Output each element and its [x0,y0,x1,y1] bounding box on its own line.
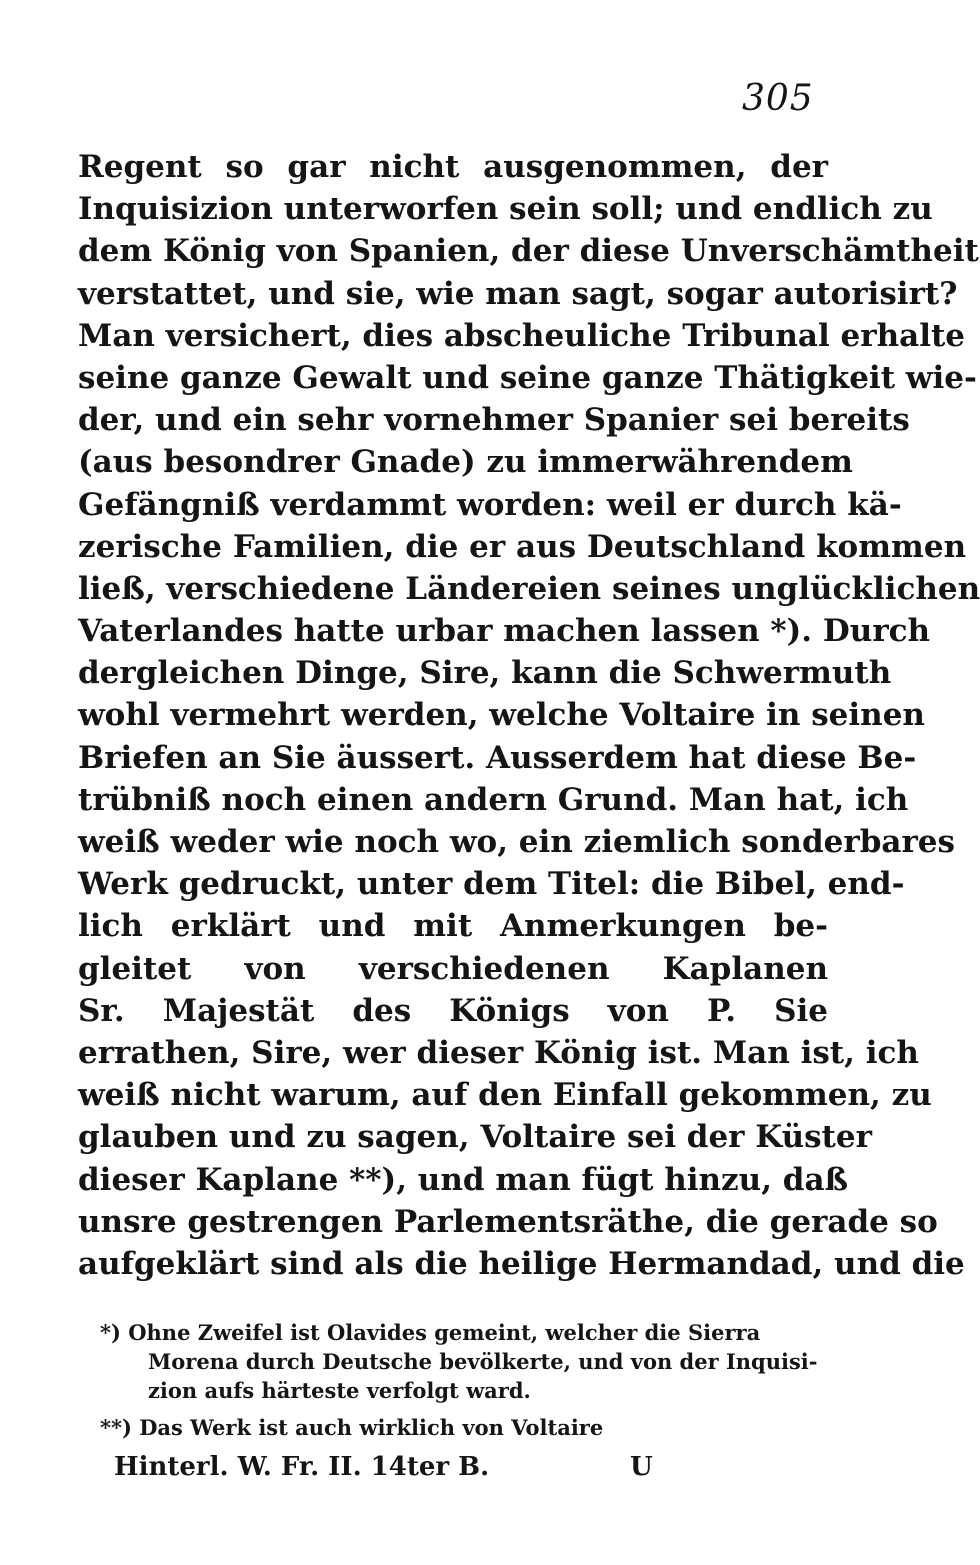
text-line: Werk gedruckt, unter dem Titel: die Bibel, end- [78,866,905,903]
footnote-text: Ohne Zweifel ist Olavides gemeint, welcher die Sierra [128,1320,761,1345]
text-line: Regent so gar nicht ausgenommen, der [78,149,828,185]
text-line: errathen, Sire, wer dieser König ist. Man ist, ich [78,1034,919,1071]
text-line: verstattet, und sie, wie man sagt, sogar autorisirt? [78,275,958,312]
text-line: Inquisizion unterworfen sein soll; und endlich zu [78,191,933,228]
text-line: wohl vermehrt werden, welche Voltaire in seinen [78,697,925,734]
text-line: der, und ein sehr vornehmer Spanier sei bereits [78,402,910,439]
text-line: aufgeklärt sind als die heilige Hermandad, und die [78,1245,965,1282]
text-line: dem König von Spanien, der diese Unverschämtheit [78,233,979,270]
text-line: trübniß noch einen andern Grund. Man hat, ich [78,781,909,818]
text-line: Man versichert, dies abscheuliche Tribunal erhalte [78,317,966,354]
footnote-marker: *) [100,1320,121,1345]
footnote-first-line [100,1413,820,1442]
footnote-text: Morena durch Deutsche bevölkerte, und von der Inquisi- [148,1349,818,1374]
page-number: 305 [742,78,814,119]
text-line: dergleichen Dinge, Sire, kann die Schwermuth [78,655,892,692]
signature-text: Hinterl. W. Fr. II. 14ter B. [114,1452,490,1482]
footnote-first-line [100,1318,820,1347]
text-line: gleitet von verschiedenen Kaplanen [78,950,828,987]
text-line: Sr. Majestät des Königs von P. Sie [78,992,828,1029]
footnotes [100,1318,820,1442]
text-line: glauben und zu sagen, Voltaire sei der Küster [78,1119,872,1156]
text-line: (aus besondrer Gnade) zu immerwährendem [78,444,853,481]
text-line: Gefängniß verdammt worden: weil er durch kä- [78,486,902,523]
footnote-text: Das Werk ist auch wirklich von Voltaire [139,1415,604,1440]
body-text [78,146,980,1285]
text-line: Briefen an Sie äussert. Ausserdem hat diese Be- [78,739,917,776]
text-line: weiß nicht warum, auf den Einfall gekommen, zu [78,1077,932,1114]
signature-mark: U [630,1452,653,1482]
printer-signature [114,1452,674,1482]
footnote-text: zion aufs härteste verfolgt ward. [148,1378,531,1403]
text-line: unsre gestrengen Parlementsräthe, die gerade so [78,1203,938,1240]
text-line: weiß weder wie noch wo, ein ziemlich sonderbares [78,824,955,860]
text-line: Vaterlandes hatte urbar machen lassen *). Durch [78,613,931,650]
footnote-marker: **) [100,1415,132,1440]
text-line: zerische Familien, die er aus Deutschland kommen [78,528,967,565]
text-line: dieser Kaplane **), und man fügt hinzu, daß [78,1161,849,1198]
text-line: lich erklärt und mit Anmerkungen be- [78,908,828,945]
text-line: seine ganze Gewalt und seine ganze Thätigkeit wie- [78,359,977,396]
text-line: ließ, verschiedene Ländereien seines unglücklichen [78,570,980,607]
